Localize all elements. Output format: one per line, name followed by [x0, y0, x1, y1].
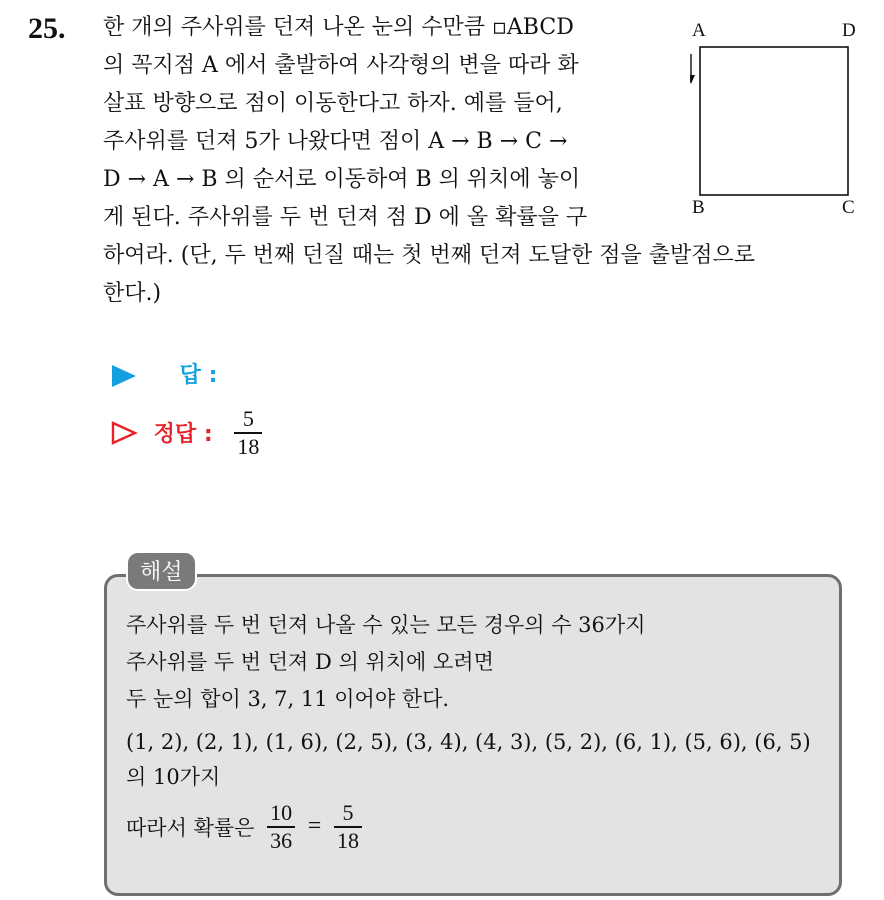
- correct-answer-fraction: [234, 406, 262, 460]
- question-line-5: D → A → B 의 순서로 이동하여 B 의 위치에 놓이: [103, 167, 581, 192]
- correct-answer-row: [110, 406, 262, 460]
- square-abcd: [700, 47, 848, 195]
- question-line-6: 게 된다. 주사위를 두 번 던져 점 D 에 올 확률을 구: [103, 205, 588, 230]
- explanation-line-3: 두 눈의 합이 3, 7, 11 이어야 한다.: [126, 687, 450, 711]
- equals-sign: =: [307, 813, 322, 840]
- play-filled-icon: [110, 363, 138, 389]
- final-fraction-1: [267, 800, 295, 854]
- vertex-label-d: D: [842, 20, 856, 41]
- fraction-denominator: 36: [270, 827, 293, 853]
- explanation-tab: 해설: [126, 551, 197, 591]
- question-number: 25.: [28, 12, 66, 45]
- fraction-numerator: 10: [270, 800, 293, 825]
- question-line-2: 의 꼭지점 A 에서 출발하여 사각형의 변을 따라 화: [103, 53, 579, 78]
- vertex-label-c: C: [842, 197, 855, 218]
- fraction-denominator: 18: [337, 827, 360, 853]
- correct-answer-label: 정답 :: [153, 422, 213, 448]
- square-diagram: [690, 20, 865, 220]
- question-line-4: 주사위를 던져 5가 나왔다면 점이 A → B → C →: [103, 129, 568, 154]
- arrow-head-icon: [690, 75, 695, 84]
- question-line-7: 하여라. (단, 두 번째 던질 때는 첫 번째 던져 도달한 점을 출발점으로: [103, 243, 756, 268]
- answer-label: 답 :: [179, 363, 218, 388]
- explanation-line-2: 주사위를 두 번 던져 D 의 위치에 오려면: [126, 650, 494, 674]
- fraction-denominator: 18: [237, 433, 260, 459]
- play-outline-icon: [110, 420, 138, 446]
- final-fraction-2: [334, 800, 362, 854]
- question-line-8: 한다.): [103, 281, 162, 306]
- answer-row: [110, 358, 217, 389]
- explanation-line-1: 주사위를 두 번 던져 나올 수 있는 모든 경우의 수 36가지: [126, 613, 646, 637]
- explanation-line-5: 의 10가지: [126, 765, 221, 789]
- vertex-label-a: A: [692, 20, 706, 41]
- explanation-line-4: (1, 2), (2, 1), (1, 6), (2, 5), (3, 4), (4, 3), (5, 2), (6, 1), (5, 6), (6, 5): [126, 730, 811, 754]
- fraction-numerator: 5: [242, 406, 254, 431]
- vertex-label-b: B: [692, 197, 705, 218]
- square-figure: [690, 20, 865, 220]
- question-line-1: 한 개의 주사위를 던져 나온 눈의 수만큼 ▫ABCD: [103, 15, 574, 40]
- final-prefix: 따라서 확률은: [126, 815, 255, 840]
- question-line-3: 살표 방향으로 점이 이동한다고 하자. 예를 들어,: [103, 91, 563, 116]
- explanation-final: [126, 800, 362, 854]
- fraction-numerator: 5: [342, 800, 354, 825]
